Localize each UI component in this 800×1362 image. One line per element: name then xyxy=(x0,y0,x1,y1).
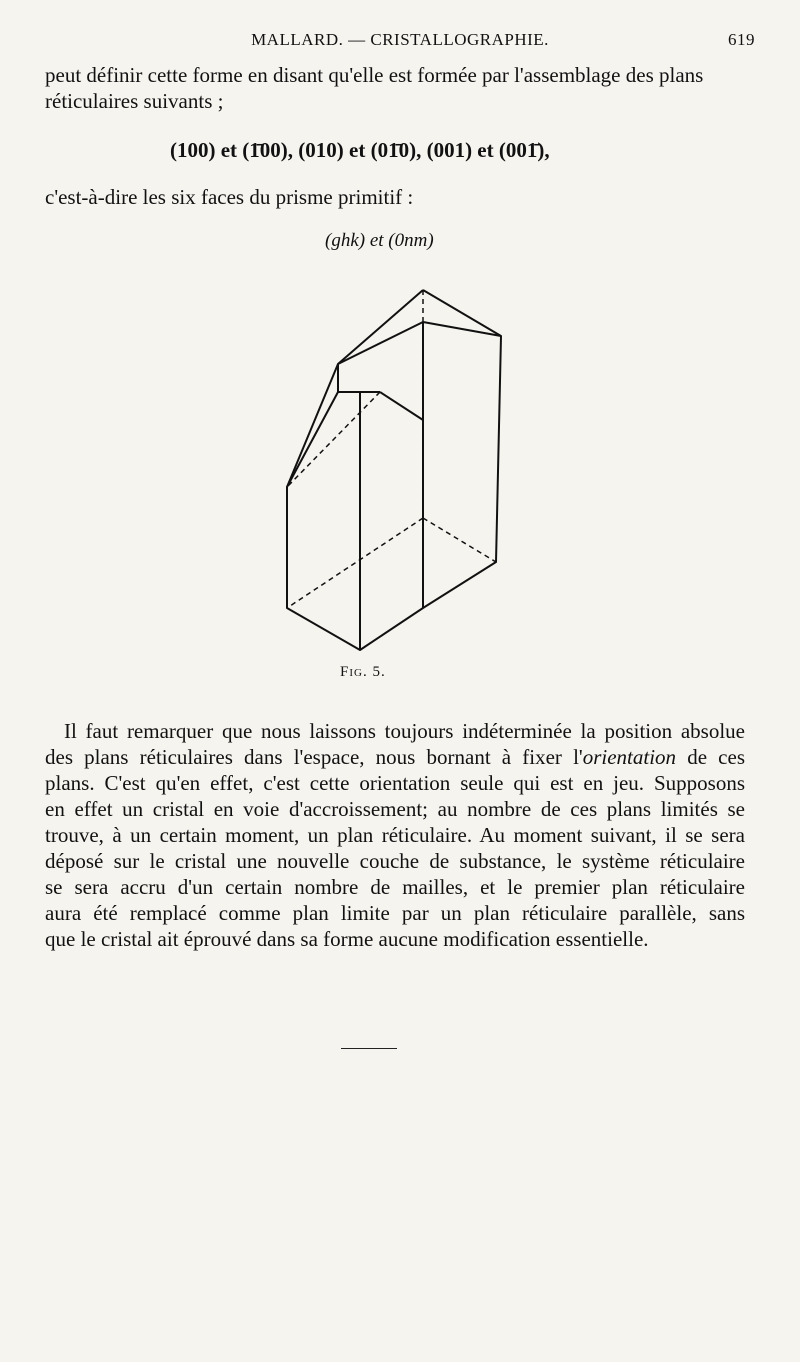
paragraph-orientation xyxy=(45,718,745,952)
paragraph-prism xyxy=(45,184,745,210)
paragraph-line: trouve, à un certain moment, un plan réticulaire. Au moment suivant, il se sera xyxy=(45,823,745,847)
figure-caption: Fig. 5. xyxy=(340,664,386,680)
miller-indices-formula: (100) et (1̄00), (010) et (01̄0), (001) et (001̄), xyxy=(170,138,550,162)
paragraph-intro-line-1: peut définir cette forme en disant qu'elle est formée par l'assemblage des plans xyxy=(45,63,704,87)
paragraph-line: déposé sur le cristal une nouvelle couche de substance, le système réticulaire xyxy=(45,849,745,873)
paragraph-line-italic xyxy=(45,744,745,770)
figure-edge-bevel xyxy=(287,392,338,487)
figure-edge-inner-2 xyxy=(380,392,423,420)
italic-term: orientation xyxy=(582,745,677,769)
paragraph-line: en effet un cristal en voie d'accroissement; au nombre de ces plans limités se xyxy=(45,797,745,821)
paragraph-prism-line: c'est-à-dire les six faces du prisme primitif : xyxy=(45,185,414,209)
figure-outline xyxy=(287,290,501,650)
paragraph-line: se sera accru d'un certain nombre de mailles, et le premier plan réticulaire xyxy=(45,875,745,899)
paragraph-line: plans. C'est qu'en effet, c'est cette orientation seule qui est en jeu. Supposons xyxy=(45,771,745,795)
figure-hidden-edge-right xyxy=(423,518,496,562)
paragraph-intro xyxy=(45,62,745,114)
figure-hidden-edge-diag xyxy=(287,392,380,487)
paragraph-line: que le cristal ait éprouvé dans sa forme aucune modification essentielle. xyxy=(45,927,649,951)
paragraph-line-tail: de ces xyxy=(676,745,745,769)
paragraph-line: Il faut remarquer que nous laissons toujours indéterminée la position absolue xyxy=(64,719,745,743)
page-number: 619 xyxy=(728,30,755,49)
figure-hidden-edge-left xyxy=(287,518,423,608)
paragraph-intro-line-2: réticulaires suivants ; xyxy=(45,89,224,113)
running-title: MALLARD. — CRISTALLOGRAPHIE. xyxy=(251,30,549,49)
running-header xyxy=(45,30,755,56)
section-rule xyxy=(341,1048,397,1049)
face-symbols: (ghk) et (0nm) xyxy=(325,230,434,251)
paragraph-line-text: des plans réticulaires dans l'espace, nous bornant à fixer l' xyxy=(45,745,583,769)
paragraph-line: aura été remplacé comme plan limite par un plan réticulaire parallèle, sans xyxy=(45,901,745,925)
crystal-prism-figure xyxy=(270,280,510,660)
